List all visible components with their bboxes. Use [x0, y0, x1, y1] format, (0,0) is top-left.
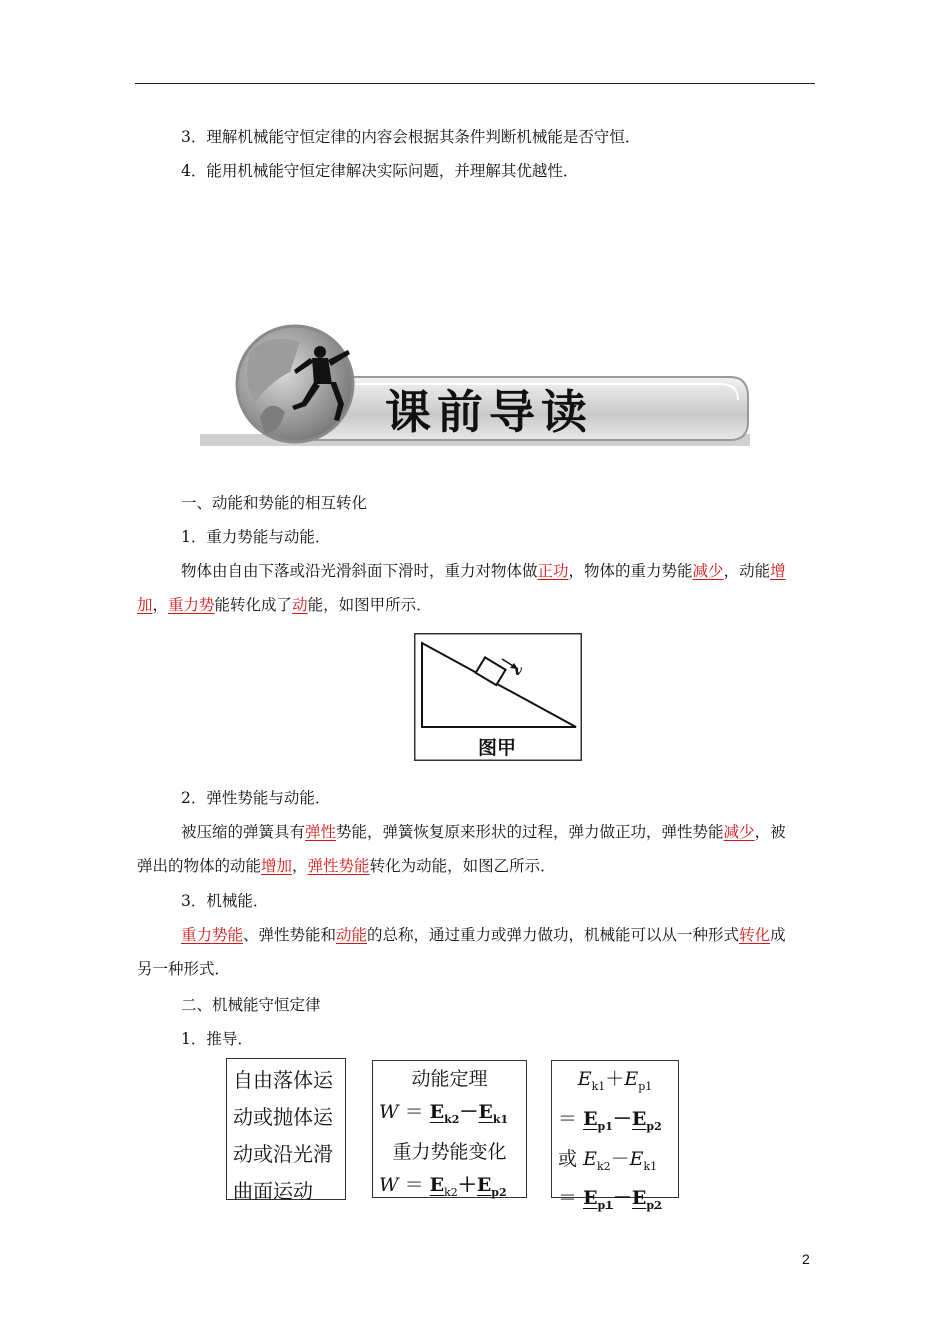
- blank-answer: 动能: [336, 926, 368, 944]
- potential-change-formula: $W = E_{k2}+E_{p2}$: [379, 1173, 507, 1199]
- banner-title: 课前导读: [385, 385, 593, 439]
- blank-answer: 转化: [739, 926, 771, 944]
- section1-heading: 一、动能和势能的相互转化: [181, 494, 368, 512]
- blank-answer: 减少: [692, 562, 724, 580]
- objective-3: 3．理解机械能守恒定律的内容会根据其条件判断机械能是否守恒．: [181, 128, 641, 146]
- blank-answer: 加: [137, 596, 153, 614]
- blank-answer: 重力势能: [181, 926, 244, 944]
- derivation-box-motion: 自由落体运 动或抛体运 动或沿光滑 曲面运动: [226, 1058, 346, 1200]
- velocity-label: v: [514, 663, 523, 679]
- paragraph-line: 物体由自由下落或沿光滑斜面下滑时，重力对物体做正功，物体的重力势能减少，动能增: [181, 562, 786, 580]
- derivation-box-theorem: 动能定理 $W = E_{k2}-E_{k1}$ 重力势能变化 $W = E_{k2}+E_{p2}$: [372, 1060, 527, 1198]
- blank-answer: 减少: [723, 823, 755, 841]
- derivation-title: 1．推导．: [181, 1030, 253, 1048]
- blank-answer: 动: [292, 596, 308, 614]
- paragraph-line: 被压缩的弹簧具有弹性势能，弹簧恢复原来形状的过程，弹力做正功，弹性势能减少，被: [181, 823, 786, 841]
- sub2-title: 2．弹性势能与动能．: [181, 789, 331, 807]
- paragraph-line: 弹出的物体的动能增加，弹性势能转化为动能，如图乙所示．: [137, 857, 556, 875]
- blank-answer: 增: [770, 562, 786, 580]
- paragraph-line: 另一种形式．: [137, 960, 231, 978]
- header-rule: [135, 83, 815, 84]
- sub3-title: 3．机械能．: [181, 892, 269, 910]
- blank-answer: 重力势: [168, 596, 215, 614]
- blank-answer: 正功: [537, 562, 569, 580]
- blank-answer: 弹性: [305, 823, 337, 841]
- section2-heading: 二、机械能守恒定律: [181, 996, 321, 1014]
- paragraph-line: 重力势能、弹性势能和动能的总称，通过重力或弹力做功，机械能可以从一种形式转化成: [181, 926, 786, 944]
- kinetic-theorem-formula: $W = E_{k2}-E_{k1}$: [379, 1101, 509, 1126]
- figure-caption: 图甲: [478, 737, 517, 759]
- paragraph-line: 加，重力势能转化成了动能，如图甲所示．: [137, 596, 432, 614]
- derivation-box-conservation: $E_{k1}+E_{p1}$ ＝ $E_{p1}-E_{p2}$ 或 $E_{k2}-E_{k1}$ ＝ $E_{p1}-E_{p2}$: [551, 1060, 679, 1198]
- blank-answer: 弹性势能: [307, 857, 370, 875]
- section-banner: [200, 322, 750, 450]
- blank-answer: 增加: [261, 857, 293, 875]
- climber-photo-icon: [237, 326, 353, 442]
- conservation-formula: $E_{k1}+E_{p1}$: [577, 1068, 653, 1093]
- sub1-title: 1．重力势能与动能．: [181, 528, 331, 546]
- figure-incline: [414, 633, 582, 761]
- page-number: 2: [802, 1251, 810, 1267]
- objective-4: 4．能用机械能守恒定律解决实际问题，并理解其优越性．: [181, 162, 579, 180]
